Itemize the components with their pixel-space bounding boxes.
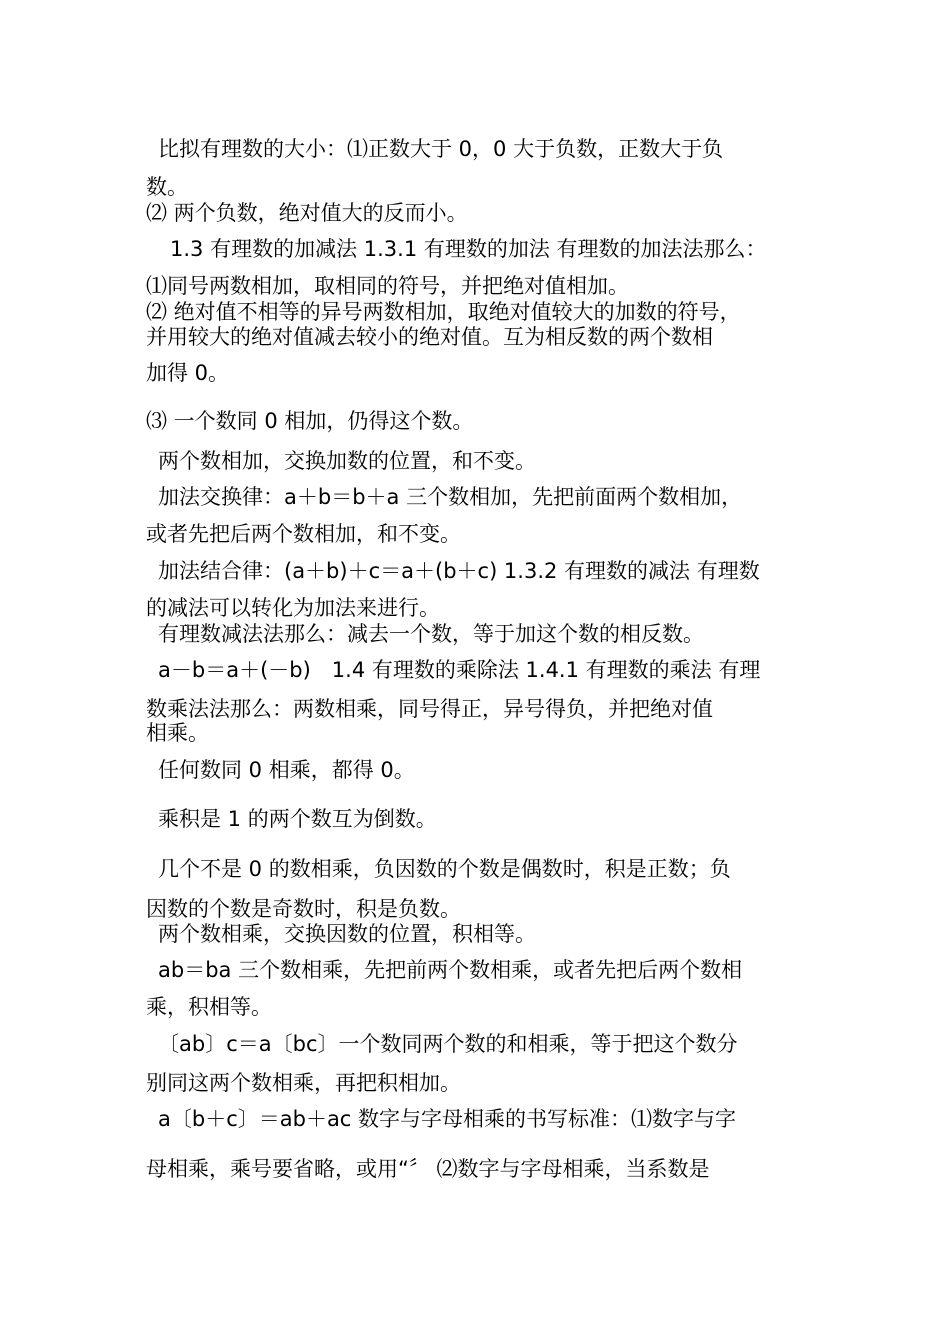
text-line: 或者先把后两个数相加，和不变。 [146,522,461,546]
text-line: 比拟有理数的大小：⑴正数大于 0，0 大于负数，正数大于负 [158,137,724,161]
text-line: 两个数相乘，交换因数的位置，积相等。 [158,922,536,946]
text-line: 几个不是 0 的数相乘，负因数的个数是偶数时，积是正数；负 [158,857,731,881]
text-line: 有理数减法法那么：减去一个数，等于加这个数的相反数。 [158,622,704,646]
text-line: 任何数同 0 相乘，都得 0。 [158,758,415,782]
text-line: 乘，积相等。 [146,995,272,1019]
text-line: 加法结合律：(a＋b)＋c＝a＋(b＋c) 1.3.2 有理数的减法 有理数 [158,559,760,583]
text-line: 的减法可以转化为加法来进行。 [146,596,440,620]
text-line: 并用较大的绝对值减去较小的绝对值。互为相反数的两个数相 [146,325,713,349]
text-line: ⑴同号两数相加，取相同的符号，并把绝对值相加。 [146,274,629,298]
text-line: 〔ab〕c＝a〔bc〕一个数同两个数的和相乘，等于把这个数分 [158,1032,738,1056]
text-line: 因数的个数是奇数时，积是负数。 [146,897,461,921]
text-line: 数乘法法那么：两数相乘，同号得正，异号得负，并把绝对值 [146,697,713,721]
text-line: 别同这两个数相乘，再把积相加。 [146,1071,461,1095]
text-line: 乘积是 1 的两个数互为倒数。 [158,807,437,831]
text-line: 1.3 有理数的加减法 1.3.1 有理数的加法 有理数的加法法那么： [170,237,767,261]
text-line: a〔b＋c〕＝ab＋ac 数字与字母相乘的书写标准：⑴数字与字 [158,1107,737,1131]
text-line: ab＝ba 三个数相乘，先把前两个数相乘，或者先把后两个数相 [158,958,743,982]
text-line: ⑶ 一个数同 0 相加，仍得这个数。 [146,409,474,433]
text-line: a－b＝a＋(－b) 1.4 有理数的乘除法 1.4.1 有理数的乘法 有理 [158,658,761,682]
text-line: 加得 0。 [146,361,230,385]
text-line: 母相乘，乘号要省略，或用“〞 ⑵数字与字母相乘，当系数是 [146,1157,710,1181]
text-line: ⑵ 两个负数，绝对值大的反而小。 [146,201,468,225]
text-line: 两个数相加，交换加数的位置，和不变。 [158,449,536,473]
text-line: 数。 [146,175,188,199]
text-line: 加法交换律：a＋b＝b＋a 三个数相加，先把前面两个数相加， [158,485,743,509]
text-line: ⑵ 绝对值不相等的异号两数相加，取绝对值较大的加数的符号， [146,300,741,324]
text-line: 相乘。 [146,721,209,745]
